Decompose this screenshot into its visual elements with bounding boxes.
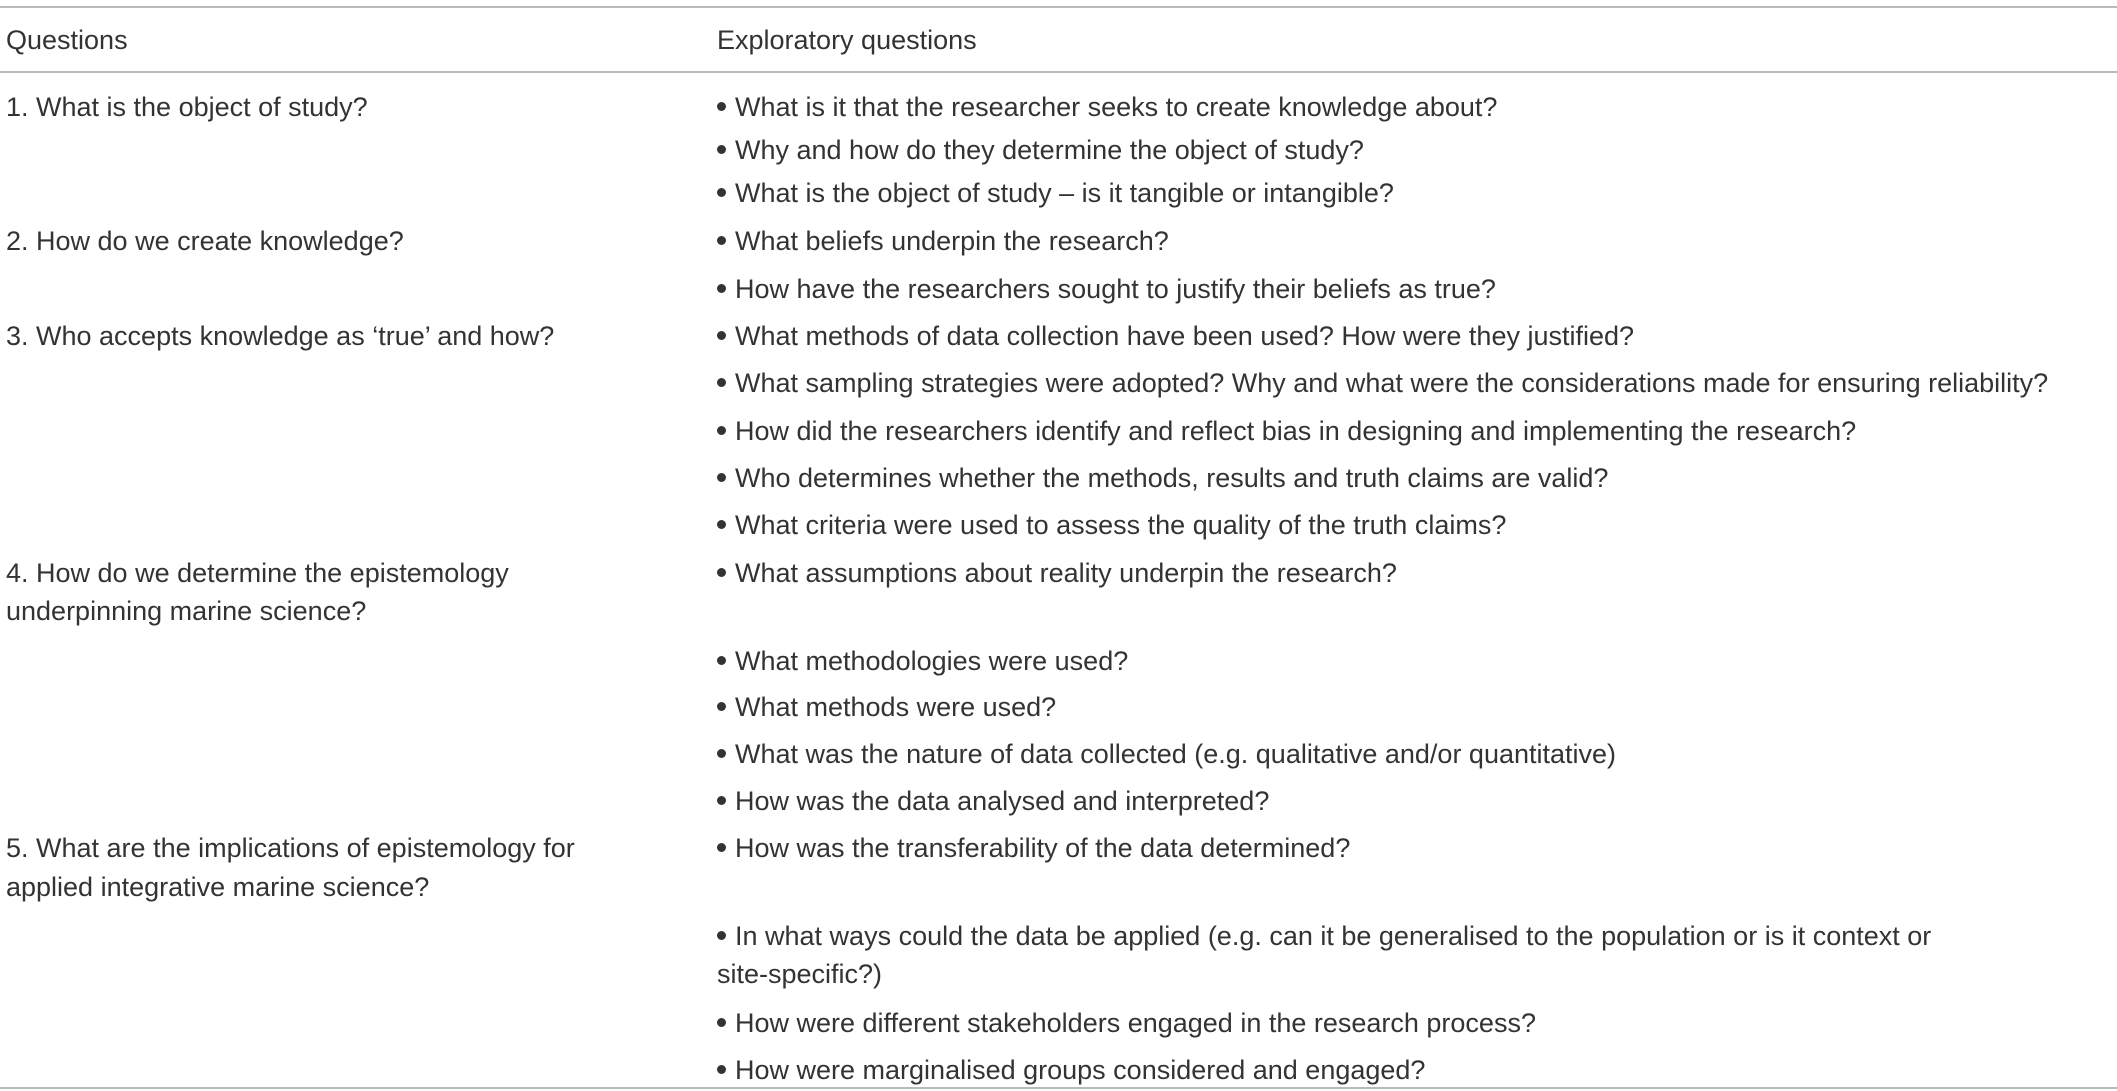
bullet-icon (717, 236, 726, 245)
bullet-icon (717, 749, 726, 758)
bullet-icon (717, 426, 726, 435)
bullet-icon (717, 378, 726, 387)
bullet-icon (717, 102, 726, 111)
header-exploratory-questions: Exploratory questions (717, 25, 977, 55)
bullet-icon (717, 656, 726, 665)
list-item: In what ways could the data be applied (e.g. can it be generalised to the population or is it context or (717, 916, 1931, 957)
bullet-icon (717, 1065, 726, 1074)
list-item: What was the nature of data collected (e.g. qualitative and/or quantitative) (717, 734, 1616, 775)
list-item: How was the data analysed and interpreted? (717, 781, 1269, 822)
list-item: How were different stakeholders engaged in the research process? (717, 1003, 1536, 1044)
bullet-icon (717, 931, 726, 940)
list-item: What methodologies were used? (717, 641, 1128, 682)
bullet-icon (717, 796, 726, 805)
list-item: What beliefs underpin the research? (717, 221, 1169, 262)
question-5-line-1: 5. What are the implications of epistemology for (6, 833, 575, 863)
list-item: How was the transferability of the data determined? (717, 828, 1350, 869)
list-item: What methods of data collection have been used? How were they justified? (717, 316, 1634, 357)
bullet-icon (717, 188, 726, 197)
bullet-icon (717, 473, 726, 482)
table-top-rule (0, 6, 2117, 8)
list-item: What is it that the researcher seeks to create knowledge about? (717, 87, 1497, 128)
header-questions: Questions (6, 25, 128, 55)
question-2: 2. How do we create knowledge? (6, 226, 404, 256)
question-1: 1. What is the object of study? (6, 92, 368, 122)
bullet-icon (717, 331, 726, 340)
question-4-line-1: 4. How do we determine the epistemology (6, 558, 509, 588)
list-item: What assumptions about reality underpin the research? (717, 553, 1397, 594)
list-item: How did the researchers identify and reflect bias in designing and implementing the research? (717, 411, 1856, 452)
list-item: Why and how do they determine the object of study? (717, 130, 1364, 171)
list-item: Who determines whether the methods, results and truth claims are valid? (717, 458, 1608, 499)
list-item: How were marginalised groups considered and engaged? (717, 1050, 1425, 1091)
question-4-line-2: underpinning marine science? (6, 596, 367, 626)
bullet-icon (717, 520, 726, 529)
list-item: What methods were used? (717, 687, 1056, 728)
question-5-line-2: applied integrative marine science? (6, 872, 430, 902)
list-item: What criteria were used to assess the quality of the truth claims? (717, 505, 1506, 546)
bullet-icon (717, 145, 726, 154)
question-3: 3. Who accepts knowledge as ‘true’ and how? (6, 321, 555, 351)
bullet-icon (717, 284, 726, 293)
bullet-icon (717, 702, 726, 711)
list-item: What is the object of study – is it tangible or intangible? (717, 173, 1394, 214)
table-bottom-rule (0, 1087, 2117, 1089)
list-item-continuation: site-specific?) (717, 959, 883, 989)
bullet-icon (717, 843, 726, 852)
bullet-icon (717, 568, 726, 577)
bullet-icon (717, 1018, 726, 1027)
table-header-rule (0, 71, 2117, 73)
list-item: How have the researchers sought to justify their beliefs as true? (717, 269, 1496, 310)
list-item: What sampling strategies were adopted? Why and what were the considerations made for ensuring reliability? (717, 363, 2048, 404)
